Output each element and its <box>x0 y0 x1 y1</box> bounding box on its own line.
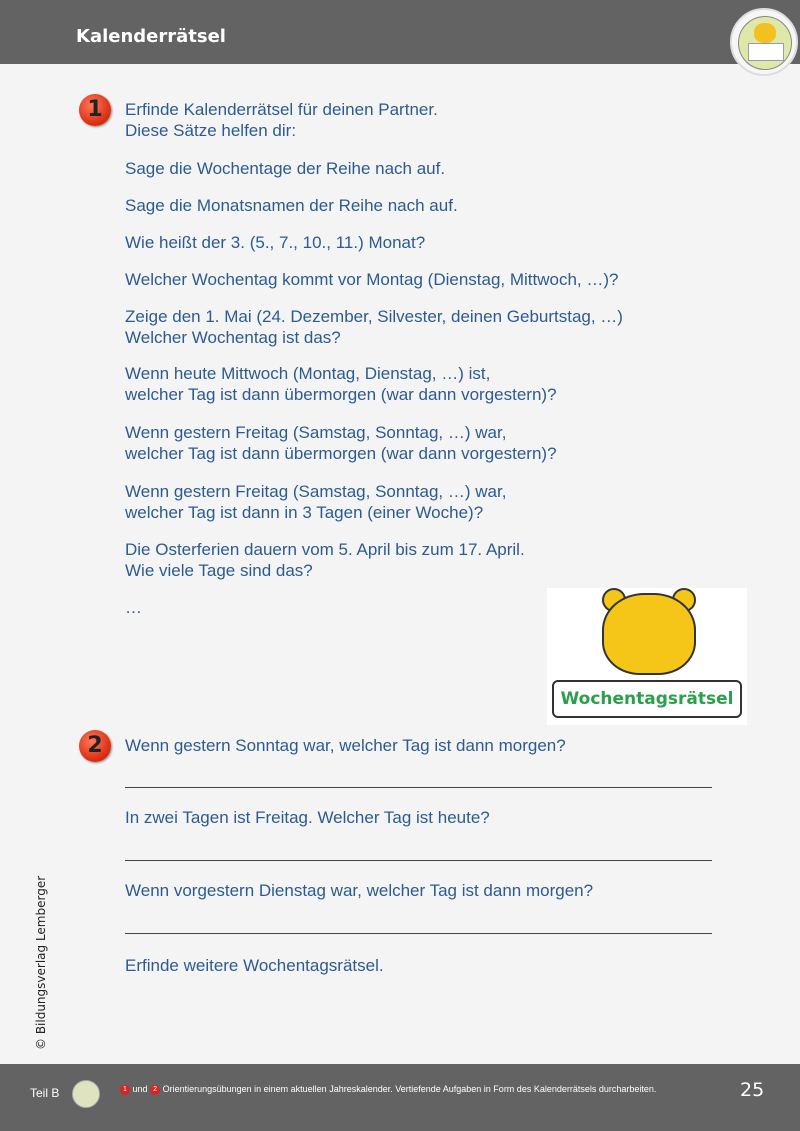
page-title: Kalenderrätsel <box>76 26 226 47</box>
task2-question: Erfinde weitere Wochentagsrätsel. <box>125 956 384 975</box>
task1-line: Erfinde Kalenderrätsel für deinen Partner. <box>125 100 438 119</box>
task-2-dot: 2 <box>150 1085 160 1095</box>
task1-line: Wenn heute Mittwoch (Montag, Dienstag, …) ist, <box>125 364 491 383</box>
task1-line: Die Osterferien dauern vom 5. April bis zum 17. April. <box>125 540 525 559</box>
task2-question: Wenn gestern Sonntag war, welcher Tag ist dann morgen? <box>125 736 566 755</box>
task1-line: Wie heißt der 3. (5., 7., 10., 11.) Monat? <box>125 233 426 252</box>
task1-line: Sage die Wochentage der Reihe nach auf. <box>125 159 446 178</box>
copyright: © Bildungsverlag Lemberger <box>34 875 48 1050</box>
tiger-small-icon <box>72 1080 100 1108</box>
tiger-sign: Wochentagsrätsel <box>552 680 742 718</box>
task-number-2: 2 <box>79 730 111 762</box>
task1-line: Diese Sätze helfen dir: <box>125 121 297 140</box>
task1-line: … <box>125 598 142 617</box>
note-text: Orientierungsübungen in einem aktuellen Jahreskalender. Vertiefende Aufgaben in Form des Kalenderrätsels durcharbeiten. <box>162 1084 657 1094</box>
footer-note <box>120 1083 720 1095</box>
tiger-illustration <box>547 588 747 725</box>
task1-line: welcher Tag ist dann übermorgen (war dann vorgestern)? <box>125 385 557 404</box>
section-label: Teil B <box>30 1086 60 1100</box>
task1-line: Wenn gestern Freitag (Samstag, Sonntag, …) war, <box>125 423 507 442</box>
task1-line: Wenn gestern Freitag (Samstag, Sonntag, …) war, <box>125 482 507 501</box>
task-number-1: 1 <box>79 94 111 126</box>
task2-question: In zwei Tagen ist Freitag. Welcher Tag ist heute? <box>125 808 490 827</box>
header-bar <box>0 0 800 64</box>
answer-line <box>125 933 712 934</box>
task1-line: welcher Tag ist dann übermorgen (war dann vorgestern)? <box>125 444 557 463</box>
und-text: und <box>132 1084 148 1094</box>
task-1-dot: 1 <box>120 1085 130 1095</box>
answer-line <box>125 787 712 788</box>
task1-line: Zeige den 1. Mai (24. Dezember, Silvester, deinen Geburtstag, …) <box>125 307 623 326</box>
task1-line: Wie viele Tage sind das? <box>125 561 313 580</box>
page-number: 25 <box>740 1079 765 1101</box>
task1-line: Sage die Monatsnamen der Reihe nach auf. <box>125 196 458 215</box>
answer-line <box>125 860 712 861</box>
task1-line: Welcher Wochentag kommt vor Montag (Dienstag, Mittwoch, …)? <box>125 270 619 289</box>
footer-bar <box>0 1064 800 1131</box>
tiger-logo-icon <box>730 8 798 76</box>
task1-line: Welcher Wochentag ist das? <box>125 328 341 347</box>
task1-line: welcher Tag ist dann in 3 Tagen (einer Woche)? <box>125 503 484 522</box>
task2-question: Wenn vorgestern Dienstag war, welcher Tag ist dann morgen? <box>125 881 594 900</box>
